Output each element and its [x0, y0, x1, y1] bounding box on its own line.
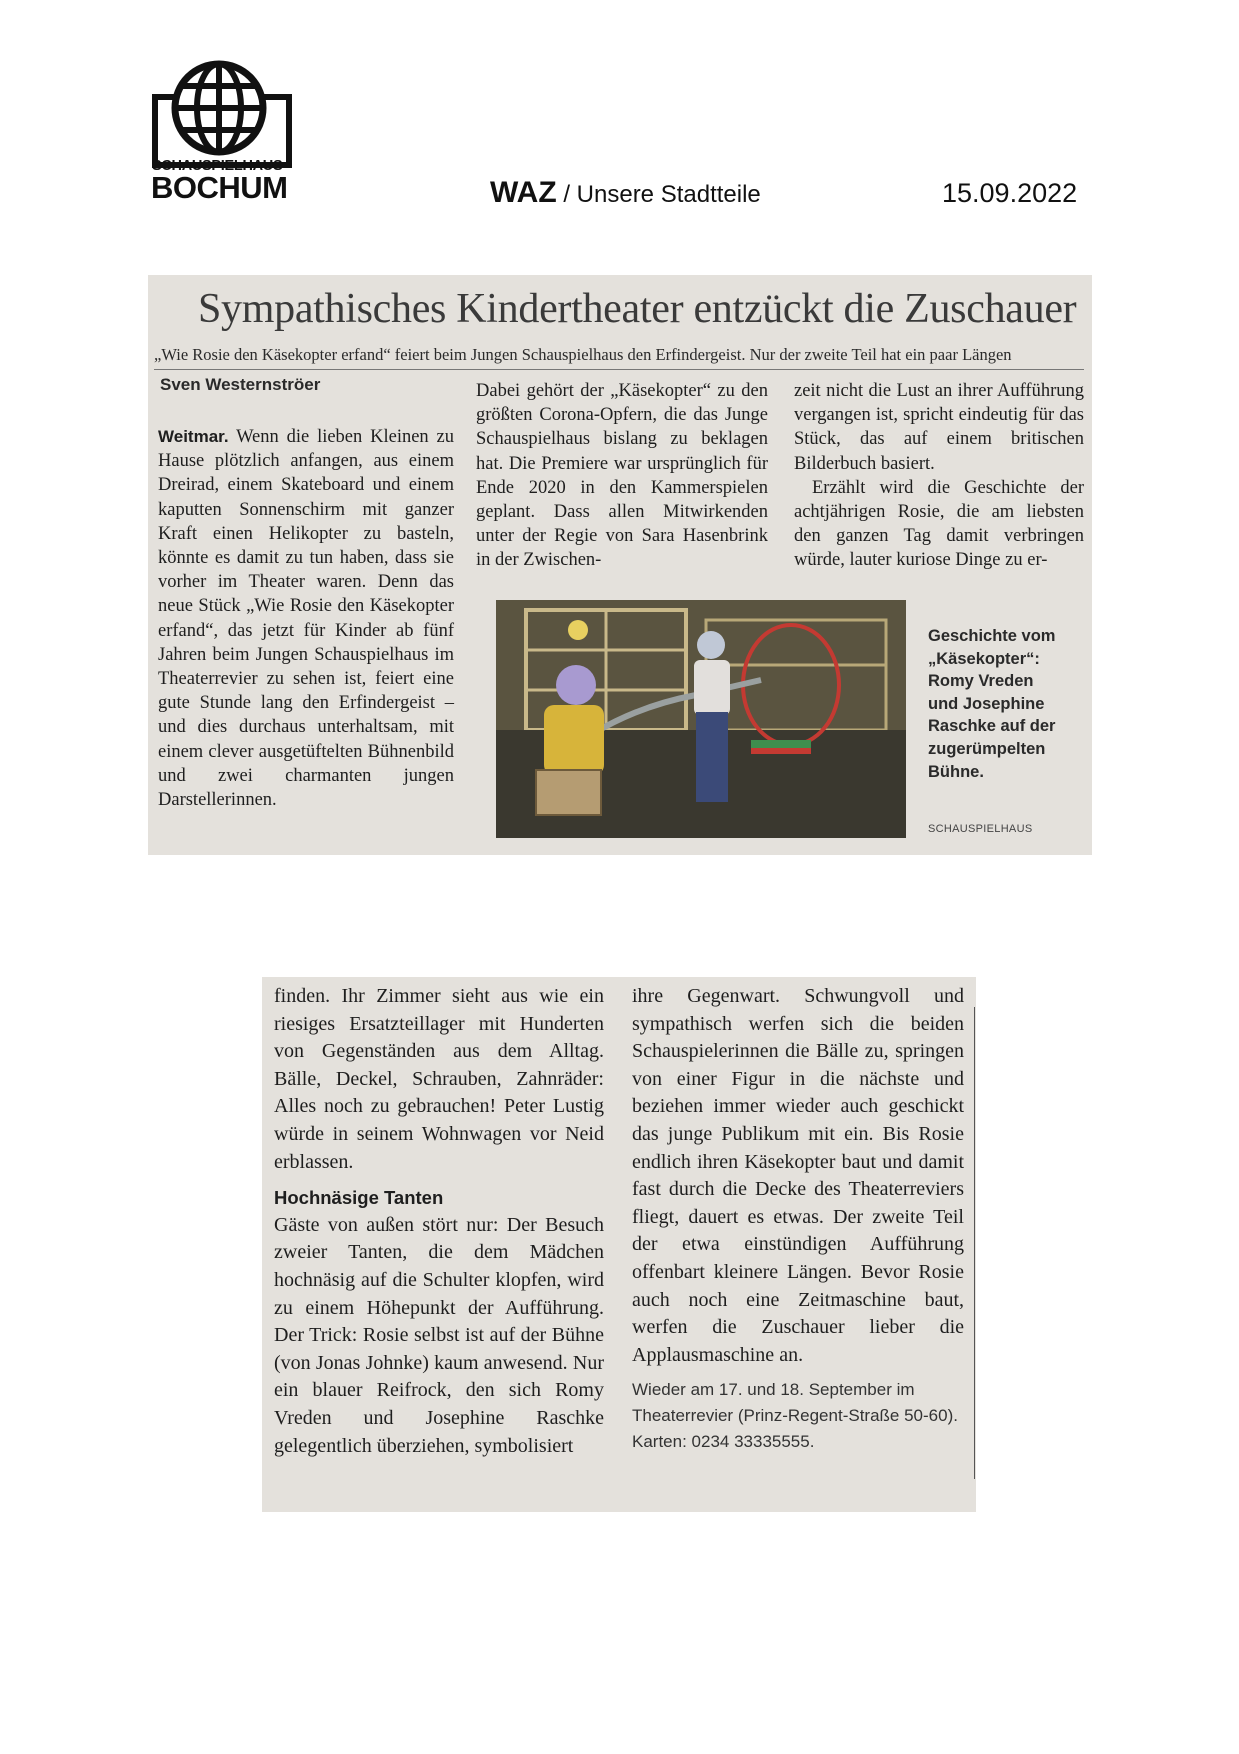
column-2-text: Dabei gehört der „Käsekopter“ zu den größten Corona-Opfern, die das Junge Schauspielhaus bislang zu beklagen hat. Die Premiere war ursprünglich für Ende 2020 in den Kammerspielen geplant. Dass allen Mitwirkenden unter der Regie von Sara Hasenbrink in der Zwischen- — [476, 381, 768, 571]
continuation-col-2-text: ihre Gegenwart. Schwungvoll und sympathisch werfen sich die beiden Schauspielerinnen die Bälle zu, springen von einer Figur in die nächste und beziehen immer wieder auch geschickt das junge Publikum mit ein. Bis Rosie endlich ihren Käsekopter baut und damit fast durch die Decke des Theaterreviers fliegt, dauert es etwas. Der zweite Teil der etwa einstündigen Aufführung offenbart kleinere Längen. Bevor Rosie auch noch eine Zeitmaschine baut, werfen die Zuschauer lieber die Applausmaschine an. — [632, 985, 964, 1366]
publication-date: 15.09.2022 — [942, 178, 1078, 208]
column-rule — [974, 1007, 975, 1479]
article-column-3 — [794, 379, 1084, 573]
section-name: / Unsere Stadtteile — [556, 181, 761, 208]
schauspielhaus-logo — [152, 58, 286, 208]
publication — [490, 176, 761, 210]
continuation-col-1-text: finden. Ihr Zimmer sieht aus wie ein riesiges Ersatzteillager mit Hunderten von Gegenständen aus dem Alltag. Bälle, Deckel, Schrauben, Zahnräder: Alles noch zu gebrauchen! Peter Lustig würde in seinem Wohnwagen vor Neid erblassen. — [274, 985, 604, 1173]
column-3-text: zeit nicht die Lust an ihrer Aufführung vergangen ist, spricht eindeutig für das Stück, das auf einem britischen Bilderbuch basiert. — [794, 381, 1084, 474]
stage-photo — [496, 600, 906, 838]
photo-caption: Geschichte vom „Käsekopter“: Romy Vreden und Josephine Raschke auf der zugerümpelten Bühne. — [928, 627, 1056, 781]
article-column-1 — [158, 425, 454, 812]
column-3-text-2: Erzählt wird die Geschichte der achtjährigen Rosie, die am liebsten den ganzen Tag damit verbringen würde, lauter kuriose Dinge zu er- — [794, 477, 1084, 571]
performance-info: Wieder am 17. und 18. September im Theaterrevier (Prinz-Regent-Straße 50-60). Karten: 0234 33335555. — [632, 1380, 958, 1452]
paper-name: WAZ — [490, 176, 557, 209]
continuation-col-1-text-2: Gäste von außen stört nur: Der Besuch zweier Tanten, die dem Mädchen hochnäsig auf die Schulter klopfen, wird zu einem Höhepunkt der Aufführung. Der Trick: Rosie selbst ist auf der Bühne (von Jonas Johnke) kaum anwesend. Nur ein blauer Reifrock, den sich Romy Vreden und Josephine Raschke gelegentlich überziehen, symbolisiert — [274, 1213, 604, 1457]
author: Sven Westernströer — [160, 375, 321, 394]
logo-text-top: SCHAUSPIELHAUS — [152, 158, 283, 174]
dateline: Weitmar. — [158, 427, 229, 446]
headline: Sympathisches Kindertheater entzückt die Zuschauer — [198, 286, 1077, 332]
article-clipping-main — [148, 275, 1092, 855]
logo-text-bottom: BOCHUM — [151, 170, 288, 205]
article-column-2 — [476, 379, 768, 573]
rule — [154, 369, 1084, 370]
article-clipping-continuation — [262, 977, 976, 1512]
photo-credit: SCHAUSPIELHAUS — [928, 823, 1033, 835]
stage-photo-illustration — [496, 600, 906, 838]
globe-icon — [162, 58, 276, 158]
column-1-text: Wenn die lieben Kleinen zu Hause plötzlich anfangen, aus einem Dreirad, einem Skateboard und einem kaputten Sonnenschirm mit ganzer Kraft einen Helikopter zu basteln, könnte es damit zu tun haben, dass sie vorher im Theater waren. Denn das neue Stück „Wie Rosie den Käsekopter erfand“, das jetzt für Kinder ab fünf Jahren beim Jungen Schauspielhaus im Theaterrevier zu sehen ist, feiert eine gute Stunde lang den Erfindergeist – und dies durchaus unterhaltsam, mit einem clever ausgetüftelten Bühnenbild und zwei charmanten jungen Darstellerinnen. — [158, 427, 454, 811]
continuation-column-2 — [632, 983, 964, 1455]
subheadline: „Wie Rosie den Käsekopter erfand“ feiert beim Jungen Schauspielhaus den Erfindergeist. Nur der zweite Teil hat ein paar Längen — [154, 345, 1012, 364]
continuation-column-1 — [274, 983, 604, 1460]
subheading: Hochnäsige Tanten — [274, 1187, 444, 1209]
